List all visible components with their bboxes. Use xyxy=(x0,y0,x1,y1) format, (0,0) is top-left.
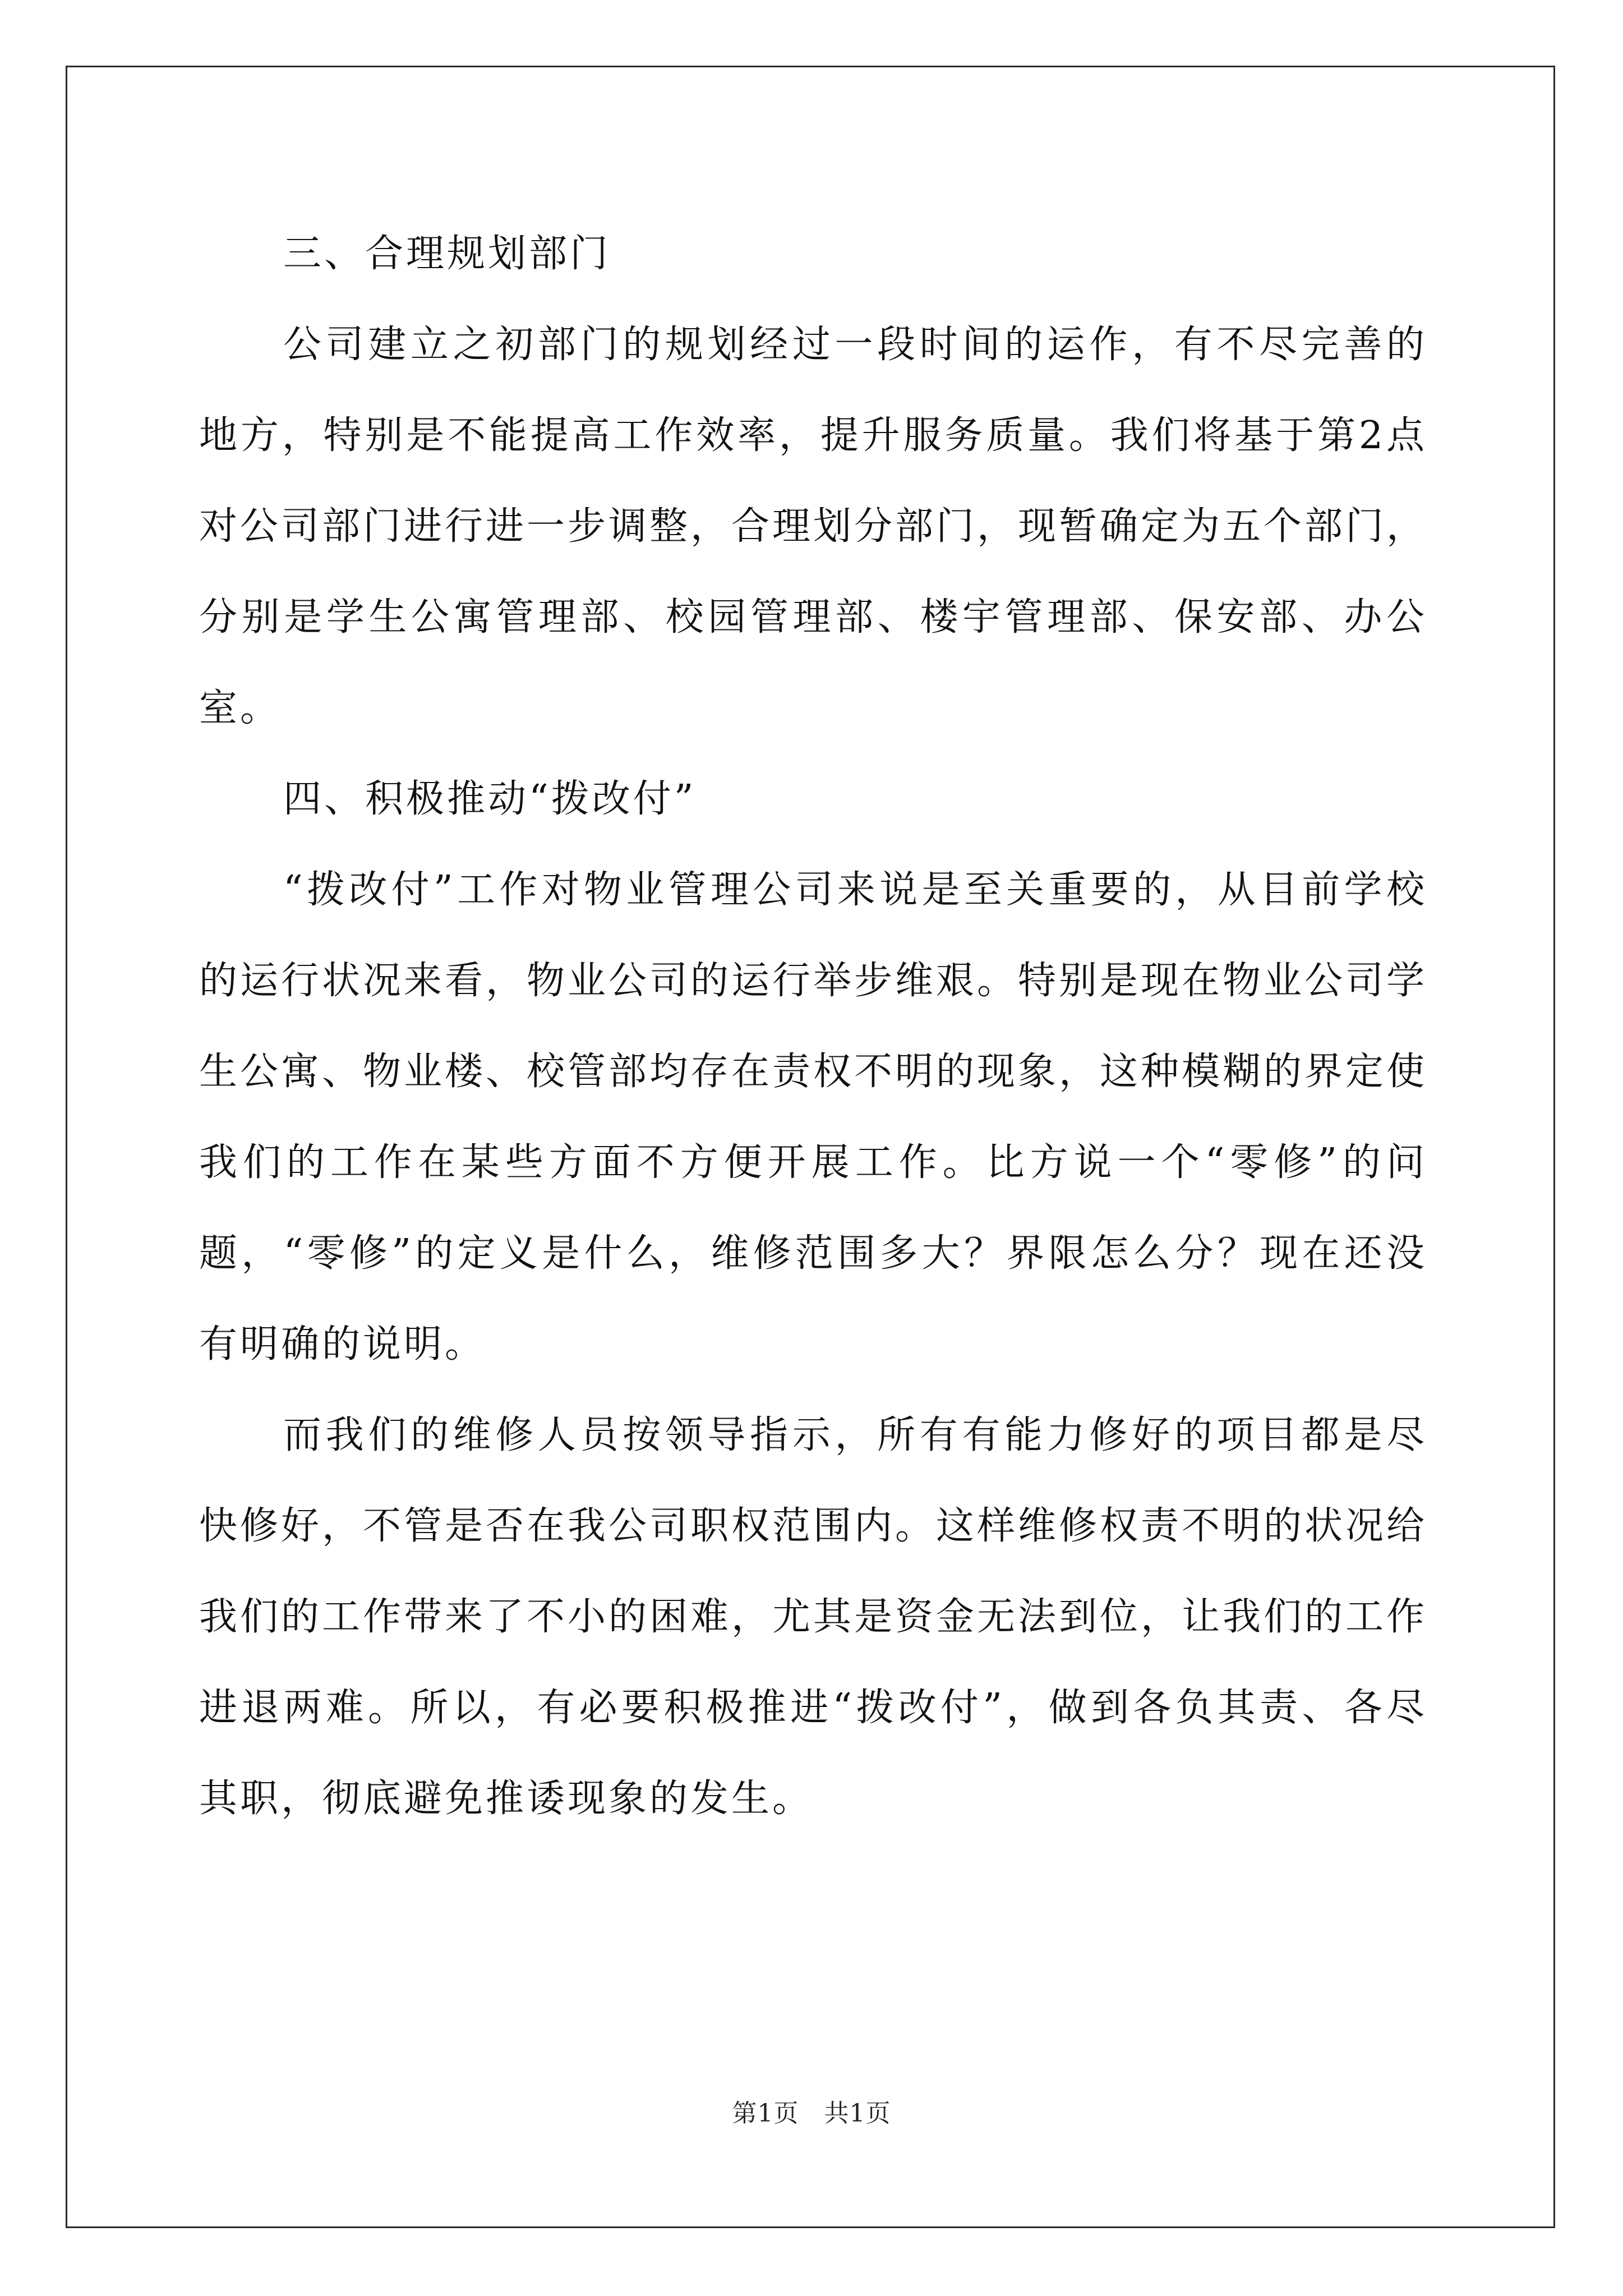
page-number-footer: 第1页 共1页 xyxy=(732,2099,891,2128)
document-body xyxy=(199,209,1427,1844)
paragraph: 而我们的维修人员按领导指示，所有有能力修好的项目都是尽快修好，不管是否在我公司职权范围内。这样维修权责不明的状况给我们的工作带来了不小的困难，尤其是资金无法到位，让我们的工作进退两难。所以，有必要积极推进“拨改付”，做到各负其责、各尽其职，彻底避免推诿现象的发生。 xyxy=(199,1413,1428,1821)
paragraph: 公司建立之初部门的规划经过一段时间的运作，有不尽完善的地方，特别是不能提高工作效率，提升服务质量。我们将基于第2点对公司部门进行进一步调整，合理划分部门，现暂确定为五个部门，分别是学生公寓管理部、校园管理部、楼宇管理部、保安部、办公室。 xyxy=(199,323,1428,730)
paragraph: “拨改付”工作对物业管理公司来说是至关重要的，从目前学校的运行状况来看，物业公司的运行举步维艰。特别是现在物业公司学生公寓、物业楼、校管部均存在责权不明的现象，这种模糊的界定使我们的工作在某些方面不方便开展工作。比方说一个“零修”的问题，“零修”的定义是什么，维修范围多大？界限怎么分？现在还没有明确的说明。 xyxy=(199,868,1428,1366)
section-heading-3: 三、合理规划部门 xyxy=(283,232,611,276)
section-heading-4: 四、积极推动“拨改付” xyxy=(283,777,697,821)
